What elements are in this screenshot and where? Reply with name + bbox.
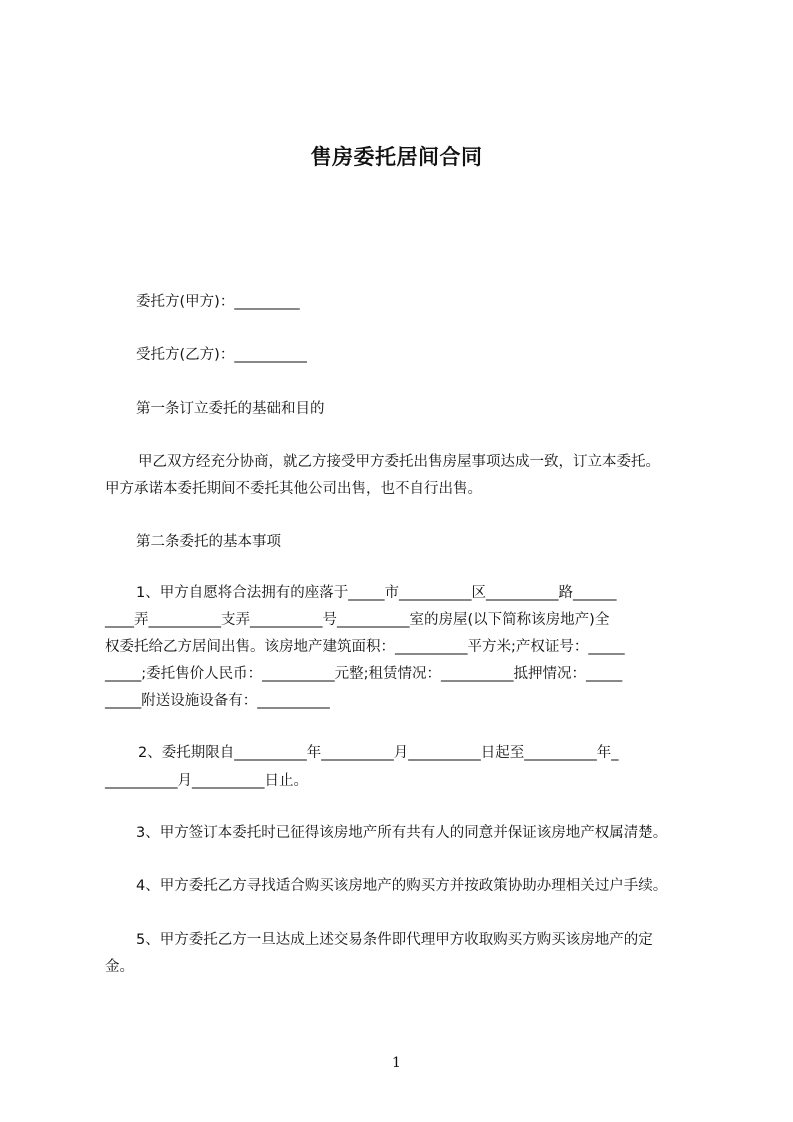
item3-line: 3、甲方签订本委托时已征得该房地产所有共有人的同意并保证该房地产权属清楚。 [136,825,668,841]
item4-line: 4、甲方委托乙方寻找适合购买该房地产的购买方并按政策协助办理相关过户手续。 [136,878,668,894]
item5-line2: 金。 [105,959,134,975]
item1-line2: ____弄__________支弄__________号__________室的房屋(以下简称该房地产)全 [105,612,610,628]
item1-line5: _____附送设施设备有：__________ [105,693,330,709]
document-title: 售房委托居间合同 [310,145,483,169]
item2-line2: __________月__________日止。 [105,773,308,789]
item5-line1: 5、甲方委托乙方一旦达成上述交易条件即代理甲方收取购买方购买该房地产的定 [136,932,653,948]
article1-heading: 第一条订立委托的基础和目的 [136,401,325,417]
page-number: 1 [392,1055,401,1071]
article1-text-line2: 甲方承诺本委托期间不委托其他公司出售，也不自行出售。 [105,481,482,497]
item1-line4: _____;委托售价人民币：__________元整;租赁情况：__________抵押情况：_____ [105,666,623,682]
article1-text-line1: 甲乙双方经充分协商，就乙方接受甲方委托出售房屋事项达成一致，订立本委托。 [138,454,660,470]
item1-line1: 1、甲方自愿将合法拥有的座落于_____市__________区__________路______ [136,585,617,601]
article2-heading: 第二条委托的基本事项 [136,534,281,550]
item2-line1: 2、委托期限自__________年__________月__________日起至__________年_ [138,745,619,761]
item1-line3: 权委托给乙方居间出售。该房地产建筑面积：__________平方米;产权证号：_____ [105,639,625,655]
party-b-line: 受托方(乙方)：__________ [136,347,307,363]
party-a-line: 委托方(甲方)：_________ [136,294,300,310]
